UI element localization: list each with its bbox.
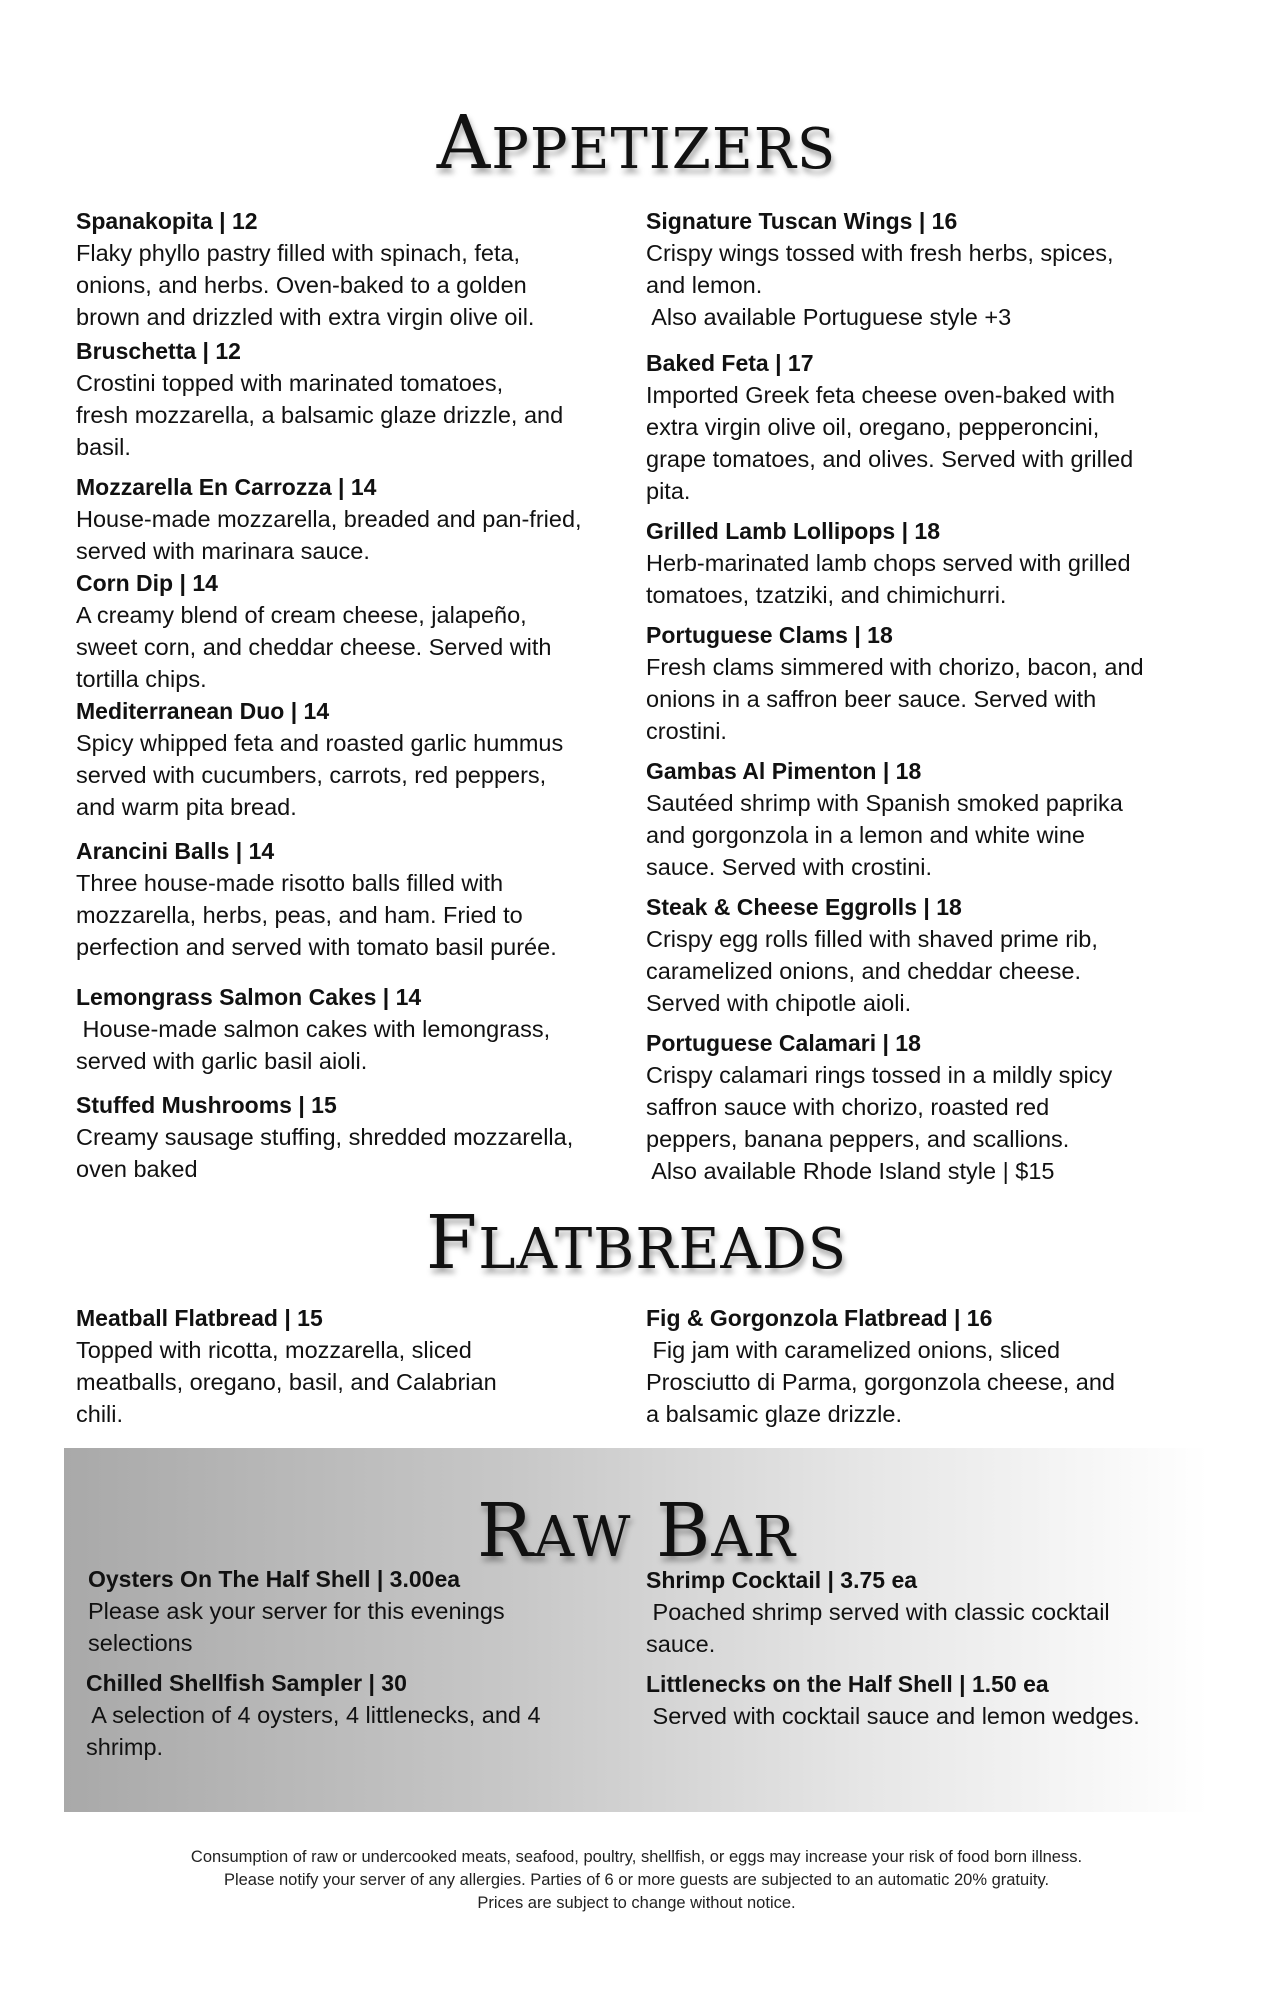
item-name: Bruschetta | 12 bbox=[76, 338, 241, 364]
item-description bbox=[76, 1013, 636, 1077]
item-description bbox=[76, 1334, 636, 1430]
description-line: Sautéed shrimp with Spanish smoked paprika bbox=[646, 790, 1123, 816]
footer-line: Consumption of raw or undercooked meats, seafood, poultry, shellfish, or eggs may increase your risk of food born illness. bbox=[190, 1848, 1083, 1866]
menu-item bbox=[76, 1089, 636, 1185]
description-line: basil. bbox=[76, 434, 131, 460]
item-name: Portuguese Calamari | 18 bbox=[646, 1030, 921, 1056]
description-line: mozzarella, herbs, peas, and ham. Fried to bbox=[76, 902, 523, 928]
item-name: Oysters On The Half Shell | 3.00ea bbox=[88, 1566, 461, 1592]
menu-item bbox=[646, 1302, 1206, 1430]
description-line: Fresh clams simmered with chorizo, bacon, and bbox=[646, 654, 1144, 680]
raw-bar-left-column bbox=[88, 1563, 638, 1763]
menu-item bbox=[646, 347, 1206, 507]
description-line: a balsamic glaze drizzle. bbox=[646, 1401, 902, 1427]
description-line: onions, and herbs. Oven-baked to a golden bbox=[76, 272, 527, 298]
description-line: Served with chipotle aioli. bbox=[646, 990, 912, 1016]
item-description bbox=[76, 867, 636, 963]
menu-item bbox=[646, 1564, 1206, 1660]
item-name: Chilled Shellfish Sampler | 30 bbox=[86, 1670, 407, 1696]
item-description bbox=[646, 1700, 1206, 1732]
description-line: chili. bbox=[76, 1401, 124, 1427]
menu-item bbox=[76, 205, 636, 333]
description-line: Fig jam with caramelized onions, sliced bbox=[646, 1337, 1061, 1363]
item-description bbox=[76, 503, 636, 567]
description-line: Also available Portuguese style +3 bbox=[646, 304, 1012, 330]
description-line: Crispy wings tossed with fresh herbs, spices, bbox=[646, 240, 1114, 266]
description-line: perfection and served with tomato basil purée. bbox=[76, 934, 557, 960]
item-name: Arancini Balls | 14 bbox=[76, 838, 275, 864]
description-line: shrimp. bbox=[86, 1734, 164, 1760]
description-line: Crispy calamari rings tossed in a mildly spicy bbox=[646, 1062, 1113, 1088]
description-line: sauce. Served with crostini. bbox=[646, 854, 933, 880]
item-name: Meatball Flatbread | 15 bbox=[76, 1305, 323, 1331]
description-line: Flaky phyllo pastry filled with spinach, feta, bbox=[76, 240, 521, 266]
item-description bbox=[646, 547, 1206, 611]
description-line: Please ask your server for this evenings bbox=[88, 1598, 505, 1624]
description-line: House-made salmon cakes with lemongrass, bbox=[76, 1016, 551, 1042]
description-line: A selection of 4 oysters, 4 littlenecks, and 4 bbox=[86, 1702, 541, 1728]
description-line: meatballs, oregano, basil, and Calabrian bbox=[76, 1369, 497, 1395]
description-line: served with cucumbers, carrots, red peppers, bbox=[76, 762, 547, 788]
item-description bbox=[646, 787, 1206, 883]
item-name: Steak & Cheese Eggrolls | 18 bbox=[646, 894, 962, 920]
menu-item bbox=[76, 567, 636, 695]
description-line: and lemon. bbox=[646, 272, 763, 298]
raw-bar-right-column bbox=[646, 1564, 1206, 1732]
description-line: Creamy sausage stuffing, shredded mozzarella, bbox=[76, 1124, 574, 1150]
description-line: peppers, banana peppers, and scallions. bbox=[646, 1126, 1070, 1152]
description-line: Three house-made risotto balls filled with bbox=[76, 870, 504, 896]
item-description bbox=[646, 651, 1206, 747]
item-description bbox=[76, 727, 636, 823]
flatbreads-left-column bbox=[76, 1302, 636, 1430]
item-name: Stuffed Mushrooms | 15 bbox=[76, 1092, 337, 1118]
item-description bbox=[76, 367, 636, 463]
description-line: Spicy whipped feta and roasted garlic hummus bbox=[76, 730, 564, 756]
menu-item bbox=[646, 205, 1206, 333]
description-line: pita. bbox=[646, 478, 691, 504]
item-name: Gambas Al Pimenton | 18 bbox=[646, 758, 922, 784]
menu-item bbox=[76, 1302, 636, 1430]
item-description bbox=[646, 237, 1206, 333]
item-description bbox=[88, 1595, 638, 1659]
item-name: Corn Dip | 14 bbox=[76, 570, 218, 596]
item-name: Grilled Lamb Lollipops | 18 bbox=[646, 518, 940, 544]
description-line: Served with cocktail sauce and lemon wedges. bbox=[646, 1703, 1140, 1729]
menu-item bbox=[646, 1668, 1206, 1732]
item-name: Spanakopita | 12 bbox=[76, 208, 258, 234]
description-line: extra virgin olive oil, oregano, pepperoncini, bbox=[646, 414, 1100, 440]
item-description bbox=[646, 1596, 1206, 1660]
footer-line: Please notify your server of any allergies. Parties of 6 or more guests are subjected to an automatic 20% gratuity. bbox=[223, 1871, 1050, 1889]
description-line: and gorgonzola in a lemon and white wine bbox=[646, 822, 1085, 848]
menu-item bbox=[76, 835, 636, 963]
description-line: onions in a saffron beer sauce. Served with bbox=[646, 686, 1097, 712]
description-line: tortilla chips. bbox=[76, 666, 207, 692]
description-line: Crostini topped with marinated tomatoes, bbox=[76, 370, 504, 396]
item-name: Mozzarella En Carrozza | 14 bbox=[76, 474, 377, 500]
item-name: Lemongrass Salmon Cakes | 14 bbox=[76, 984, 422, 1010]
description-line: House-made mozzarella, breaded and pan-fried, bbox=[76, 506, 582, 532]
description-line: fresh mozzarella, a balsamic glaze drizzle, and bbox=[76, 402, 564, 428]
item-description bbox=[76, 1121, 636, 1185]
menu-item bbox=[646, 891, 1206, 1019]
item-name: Littlenecks on the Half Shell | 1.50 ea bbox=[646, 1671, 1049, 1697]
description-line: grape tomatoes, and olives. Served with grilled bbox=[646, 446, 1134, 472]
menu-item bbox=[88, 1563, 638, 1659]
description-line: brown and drizzled with extra virgin olive oil. bbox=[76, 304, 535, 330]
description-line: Prosciutto di Parma, gorgonzola cheese, and bbox=[646, 1369, 1115, 1395]
raw-bar-title: RAW BAR bbox=[477, 1488, 796, 1574]
flatbreads-right-column bbox=[646, 1302, 1206, 1430]
description-line: Herb-marinated lamb chops served with grilled bbox=[646, 550, 1131, 576]
menu-item bbox=[646, 1027, 1206, 1187]
footer-line: Prices are subject to change without notice. bbox=[477, 1894, 796, 1912]
flatbreads-title: FLATBREADS bbox=[425, 1200, 848, 1286]
item-description bbox=[86, 1699, 638, 1763]
description-line: Poached shrimp served with classic cocktail bbox=[646, 1599, 1110, 1625]
menu-item bbox=[86, 1667, 638, 1763]
appetizers-title: APPETIZERS bbox=[436, 100, 837, 186]
item-name: Baked Feta | 17 bbox=[646, 350, 814, 376]
description-line: oven baked bbox=[76, 1156, 198, 1182]
appetizers-left-column bbox=[76, 205, 636, 1185]
item-name: Portuguese Clams | 18 bbox=[646, 622, 893, 648]
menu-item bbox=[646, 619, 1206, 747]
item-description bbox=[76, 599, 636, 695]
description-line: sauce. bbox=[646, 1631, 716, 1657]
menu-item bbox=[76, 981, 636, 1077]
description-line: crostini. bbox=[646, 718, 727, 744]
menu-item bbox=[76, 695, 636, 823]
menu-item bbox=[76, 335, 636, 463]
description-line: A creamy blend of cream cheese, jalapeño, bbox=[76, 602, 527, 628]
menu-item bbox=[646, 515, 1206, 611]
description-line: and warm pita bread. bbox=[76, 794, 297, 820]
item-name: Shrimp Cocktail | 3.75 ea bbox=[646, 1567, 918, 1593]
item-name: Signature Tuscan Wings | 16 bbox=[646, 208, 958, 234]
description-line: Also available Rhode Island style | $15 bbox=[646, 1158, 1055, 1184]
item-name: Fig & Gorgonzola Flatbread | 16 bbox=[646, 1305, 993, 1331]
menu-item bbox=[76, 471, 636, 567]
description-line: served with marinara sauce. bbox=[76, 538, 370, 564]
item-description bbox=[76, 237, 636, 333]
description-line: Topped with ricotta, mozzarella, sliced bbox=[76, 1337, 472, 1363]
menu-item bbox=[646, 755, 1206, 883]
description-line: served with garlic basil aioli. bbox=[76, 1048, 368, 1074]
item-name: Mediterranean Duo | 14 bbox=[76, 698, 330, 724]
description-line: sweet corn, and cheddar cheese. Served with bbox=[76, 634, 552, 660]
description-line: caramelized onions, and cheddar cheese. bbox=[646, 958, 1082, 984]
item-description bbox=[646, 1334, 1206, 1430]
description-line: tomatoes, tzatziki, and chimichurri. bbox=[646, 582, 1007, 608]
item-description bbox=[646, 1059, 1206, 1187]
item-description bbox=[646, 923, 1206, 1019]
description-line: Imported Greek feta cheese oven-baked with bbox=[646, 382, 1115, 408]
description-line: saffron sauce with chorizo, roasted red bbox=[646, 1094, 1050, 1120]
appetizers-right-column bbox=[646, 205, 1206, 1187]
description-line: selections bbox=[88, 1630, 193, 1656]
footer-disclaimer bbox=[0, 1846, 1273, 1915]
item-description bbox=[646, 379, 1206, 507]
description-line: Crispy egg rolls filled with shaved prime rib, bbox=[646, 926, 1098, 952]
